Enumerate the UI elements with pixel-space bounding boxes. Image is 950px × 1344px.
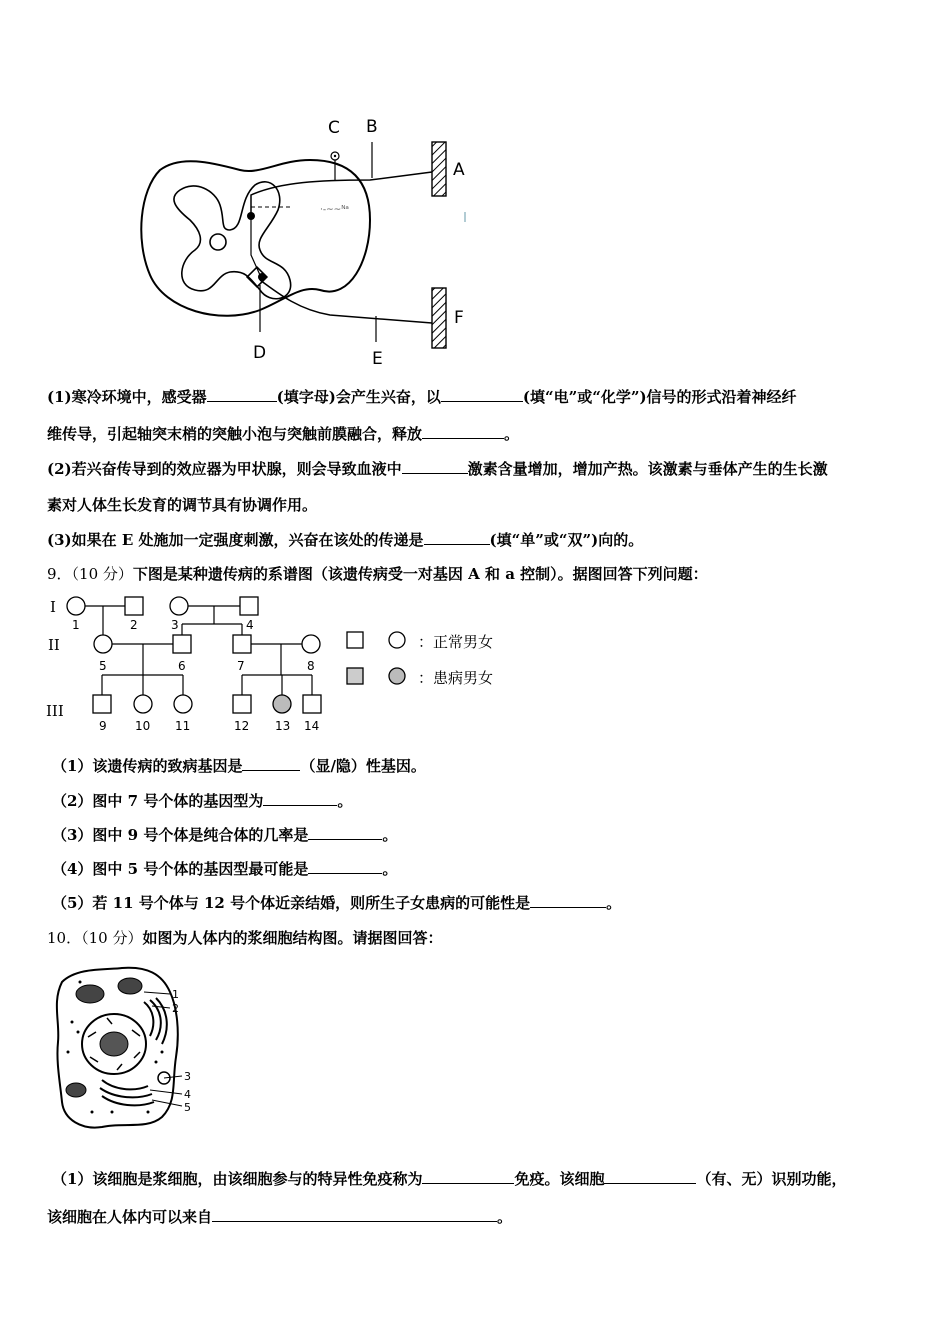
answer-blank[interactable] [212,1207,497,1222]
q8-p3: (3)如果在 E 处施加一定强度刺激，兴奋在该处的传递是 (填“单”或“双”)向的。 [47,531,644,549]
pedigree-individual-8 [302,635,320,653]
mitochondrion [118,978,142,994]
legend-affected-male-icon [347,668,363,684]
cell-label-5: 5 [184,1101,191,1114]
pedigree-individual-5 [94,635,112,653]
pedigree-individual-7 [233,635,251,653]
plasma-cell-diagram [52,962,202,1132]
pedigree-number: 1 [72,618,80,632]
pedigree-individual-1 [67,597,85,615]
pedigree-number: 5 [99,659,107,673]
pedigree-individual-3 [170,597,188,615]
pedigree-number: 9 [99,719,107,733]
answer-blank[interactable] [242,756,300,771]
label-b: B [366,117,378,137]
label-e: E [372,349,383,369]
answer-blank[interactable] [308,859,382,874]
answer-blank[interactable] [308,825,382,840]
answer-blank[interactable] [424,530,490,545]
pedigree-individual-2 [125,597,143,615]
legend-normal-female-icon [389,632,405,648]
answer-blank[interactable] [422,424,504,439]
pedigree-number: 2 [130,618,138,632]
cell-label-3: 3 [184,1070,191,1083]
generation-label-3: III [46,702,64,720]
central-canal [210,234,226,250]
pedigree-individual-11 [174,695,192,713]
cell-label-2: 2 [172,1002,179,1015]
spinal-cord-outline [141,160,370,316]
pedigree-individual-4 [240,597,258,615]
q10-stem: 10．（10 分）如图为人体内的浆细胞结构图。请据图回答： [47,929,443,947]
pedigree-individual-10 [134,695,152,713]
pedigree-individual-12 [233,695,251,713]
pedigree-individual-13 [273,695,291,713]
effector-f [432,288,446,348]
generation-label-1: I [50,598,56,616]
q9-sub2: （2）图中 7 号个体的基因型为 。 [52,792,353,810]
mitochondrion [66,1083,86,1097]
q8-p2-line1: (2)若兴奋传导到的效应器为甲状腺，则会导致血液中 激素含量增加，增加产热。该激素与垂体产生的生长激 [47,460,828,478]
pedigree-number: 6 [178,659,186,673]
pedigree-individual-9 [93,695,111,713]
pedigree-number: 3 [171,618,179,632]
q9-sub4: （4）图中 5 号个体的基因型最可能是 。 [52,860,398,878]
answer-blank[interactable] [402,459,468,474]
pedigree-chart [45,590,345,740]
q9-sub5: （5）若 11 号个体与 12 号个体近亲结婚，则所生子女患病的可能性是 。 [52,894,622,912]
answer-blank[interactable] [263,791,337,806]
answer-blank[interactable] [207,387,277,402]
label-d: D [253,343,267,363]
svg-text:·-~~ᴺᵃ: ·-~~ᴺᵃ [320,205,349,215]
label-a: A [453,160,465,180]
q9-stem: 9．（10 分）下图是某种遗传病的系谱图（该遗传病受一对基因 A 和 a 控制）。据图回答下列问题： [47,565,708,583]
legend-affected-label: ：患病男女 [418,669,494,687]
answer-blank[interactable] [422,1169,514,1184]
legend-normal-male-icon [347,632,363,648]
q9-sub3: （3）图中 9 号个体是纯合体的几率是 。 [52,826,398,844]
pedigree-individual-6 [173,635,191,653]
pedigree-number: 14 [304,719,320,733]
legend-normal-label: ：正常男女 [418,633,494,651]
answer-blank[interactable] [441,387,523,402]
pedigree-number: 7 [237,659,245,673]
q10-sub1-line2: 该细胞在人体内可以来自 。 [47,1208,513,1226]
mitochondrion [76,985,104,1003]
pedigree-number: 4 [246,618,254,632]
reflex-arc-diagram [120,110,480,375]
pedigree-number: 12 [234,719,250,733]
generation-label-2: II [48,636,60,654]
q8-p1-line1: (1)寒冷环境中，感受器 (填字母)会产生兴奋，以 (填“电”或“化学”)信号的形式沿着神经纤 [47,388,797,406]
label-c: C [328,118,340,138]
q10-sub1-line1: （1）该细胞是浆细胞，由该细胞参与的特异性免疫称为 免疫。该细胞 （有、无）识别功能， [52,1170,847,1188]
cell-label-4: 4 [184,1088,191,1101]
legend-affected-female-icon [389,668,405,684]
q8-p2-line2: 素对人体生长发育的调节具有协调作用。 [47,496,318,514]
answer-blank[interactable] [530,893,606,908]
answer-blank[interactable] [604,1169,696,1184]
pedigree-number: 11 [175,719,191,733]
receptor-a [432,142,446,196]
q9-sub1: （1）该遗传病的致病基因是 （显/隐）性基因。 [52,757,426,775]
pedigree-number: 13 [275,719,291,733]
pedigree-legend-symbols [345,630,415,690]
q8-p1-line2: 维传导，引起轴突末梢的突触小泡与突触前膜融合，释放 。 [47,425,520,443]
cell-label-1: 1 [172,988,179,1001]
pedigree-number: 10 [135,719,151,733]
grey-matter [174,182,291,299]
label-f: F [454,308,464,328]
pedigree-number: 8 [307,659,315,673]
pedigree-individual-14 [303,695,321,713]
